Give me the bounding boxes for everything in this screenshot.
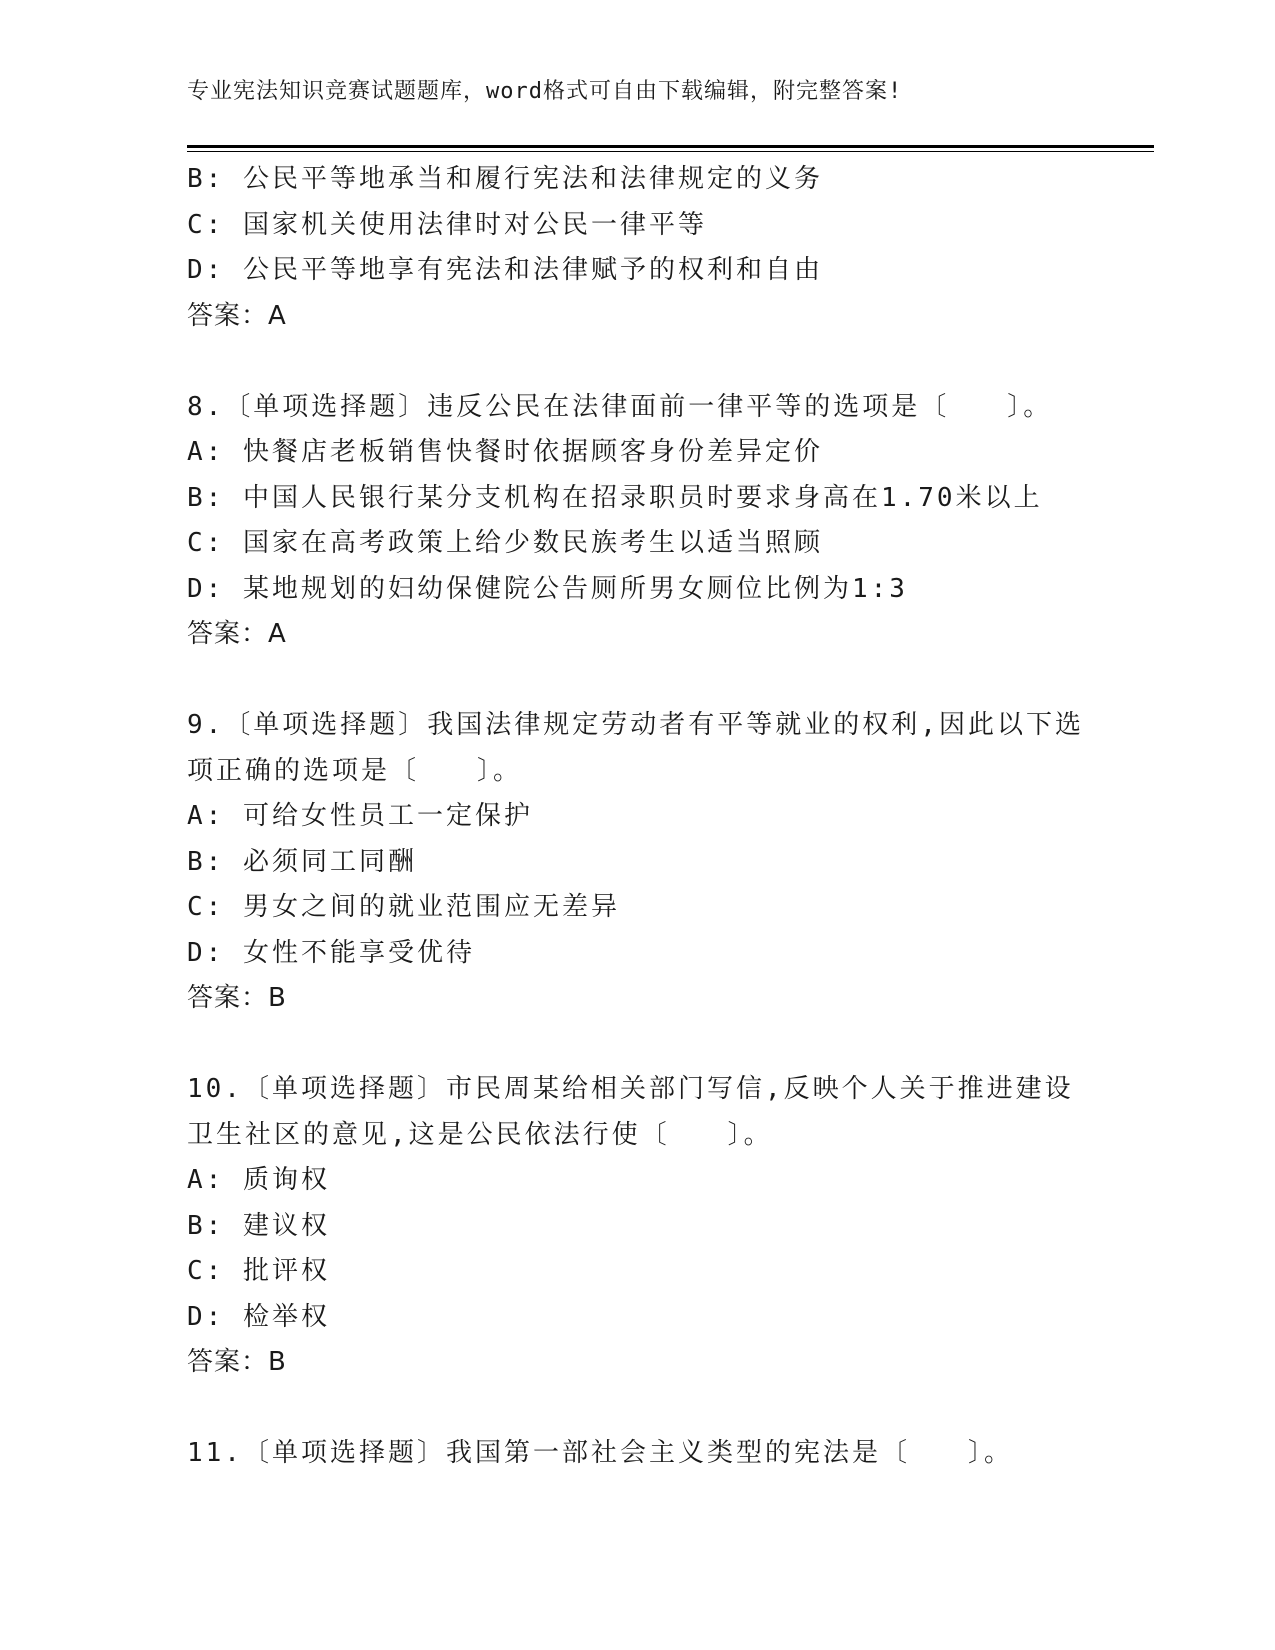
question-8: [187, 385, 1087, 658]
question-11: [187, 1431, 1087, 1477]
question-stem: 8.〔单项选择题〕违反公民在法律面前一律平等的选项是〔 〕。: [187, 391, 1053, 422]
option-d: D: 某地规划的妇幼保健院公告厕所男女厕位比例为1:3: [187, 573, 908, 604]
question-stem: 10.〔单项选择题〕市民周某给相关部门写信,反映个人关于推进建设: [187, 1074, 1074, 1104]
spacer: [187, 658, 1087, 704]
option-b: B: 必须同工同酬: [187, 846, 417, 877]
question-stem: 9.〔单项选择题〕我国法律规定劳动者有平等就业的权利,因此以下选: [187, 710, 1084, 740]
question-9: [187, 703, 1087, 1022]
option-b: B: 公民平等地承当和履行宪法和法律规定的义务: [187, 164, 823, 194]
option-d: D: 女性不能享受优待: [187, 937, 475, 968]
answer-line: 答案：B: [187, 1347, 287, 1377]
option-b: B: 建议权: [187, 1210, 330, 1241]
answer-line: 答案：A: [187, 300, 287, 331]
option-d: D: 公民平等地享有宪法和法律赋予的权利和自由: [187, 255, 823, 285]
option-a: A: 可给女性员工一定保护: [187, 801, 533, 831]
question-stem: 11.〔单项选择题〕我国第一部社会主义类型的宪法是〔 〕。: [187, 1438, 1013, 1468]
option-c: C: 批评权: [187, 1256, 330, 1286]
spacer: [187, 1386, 1087, 1432]
answer-line: 答案：B: [187, 983, 287, 1013]
spacer: [187, 339, 1087, 385]
option-c: C: 国家在高考政策上给少数民族考生以适当照顾: [187, 528, 823, 558]
option-a: A: 质询权: [187, 1165, 330, 1195]
option-c: C: 男女之间的就业范围应无差异: [187, 892, 620, 922]
answer-line: 答案：A: [187, 619, 287, 649]
spacer: [187, 1022, 1087, 1068]
header-rule-thin: [187, 151, 1154, 152]
option-a: A: 快餐店老板销售快餐时依据顾客身份差异定价: [187, 437, 823, 467]
question-stem-continued: 项正确的选项是〔 〕。: [187, 755, 523, 786]
question-stem-continued: 卫生社区的意见,这是公民依法行使〔 〕。: [187, 1119, 773, 1150]
question-10: [187, 1067, 1087, 1386]
option-b: B: 中国人民银行某分支机构在招录职员时要求身高在1.70米以上: [187, 482, 1043, 513]
option-d: D: 检举权: [187, 1301, 330, 1332]
question-carryover: [187, 157, 1087, 339]
document-body: [187, 157, 1087, 1477]
header-rule-thick: [187, 145, 1154, 148]
page-header: 专业宪法知识竞赛试题题库，word格式可自由下载编辑，附完整答案!: [187, 79, 903, 104]
option-c: C: 国家机关使用法律时对公民一律平等: [187, 209, 707, 240]
